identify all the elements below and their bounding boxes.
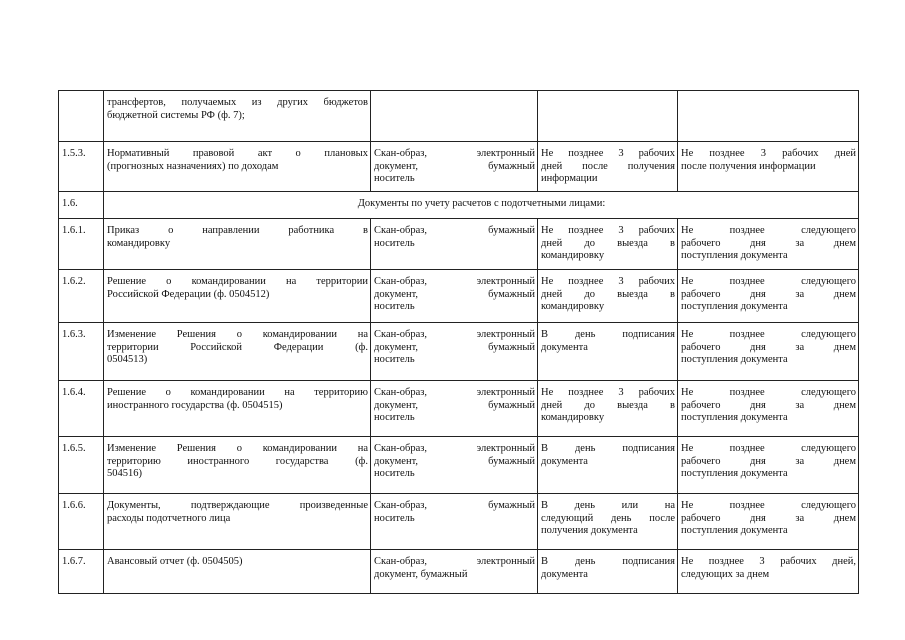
cell-text-line: документа xyxy=(541,568,588,580)
table-row xyxy=(59,219,859,270)
cell-text-line: Не позднее 3 рабочих xyxy=(541,387,675,398)
document-form-cell xyxy=(371,550,538,594)
submission-deadline-cell xyxy=(538,270,678,323)
cell-text-line: бюджетной системы РФ (ф. 7); xyxy=(107,109,245,121)
cell-text-line: Решение о командировании на территории xyxy=(107,276,368,287)
section-header-row xyxy=(59,192,859,219)
document-name-cell xyxy=(104,437,371,494)
document-name-cell xyxy=(104,381,371,437)
cell-text-line: В день подписания xyxy=(541,443,675,454)
cell-text-line: Не позднее 3 рабочих xyxy=(541,225,675,236)
cell-text-line: Изменение Решения о командировании на xyxy=(107,443,368,454)
acceptance-deadline-cell xyxy=(678,494,859,550)
row-number: 1.6.4. xyxy=(59,381,104,437)
cell-text-line: Решение о командировании на территорию xyxy=(107,387,368,398)
cell-text-line: Не позднее следующего xyxy=(681,443,856,454)
row-number: 1.6.6. xyxy=(59,494,104,550)
cell-text-line: получения документа xyxy=(541,525,638,536)
cell-text-line: поступления документа xyxy=(681,354,788,365)
document-name-cell xyxy=(104,91,371,142)
document-form-cell xyxy=(371,323,538,381)
cell-text-line: документ, бумажный xyxy=(374,160,535,172)
table-row xyxy=(59,142,859,192)
document-table xyxy=(58,90,859,594)
cell-text-line: Документы, подтверждающие произведенные xyxy=(107,500,368,511)
cell-text-line: В день подписания xyxy=(541,329,675,340)
cell-text-line: следующих за днем xyxy=(681,568,770,580)
cell-text-line: носитель xyxy=(374,468,415,479)
cell-text-line: Не позднее 3 рабочих xyxy=(541,276,675,287)
cell-text-line: Скан-образ, бумажный xyxy=(374,500,535,511)
cell-text-line: Скан-образ, электронный xyxy=(374,556,535,567)
acceptance-deadline-cell xyxy=(678,219,859,270)
cell-text-line: поступления документа xyxy=(681,412,788,423)
cell-text-line: после получения информации xyxy=(681,160,816,172)
row-number: 1.5.3. xyxy=(59,142,104,192)
cell-text-line: командировку xyxy=(541,412,605,423)
cell-text-line: Авансовый отчет (ф. 0504505) xyxy=(107,556,243,567)
cell-text-line: поступления документа xyxy=(681,301,788,312)
submission-deadline-cell xyxy=(538,219,678,270)
row-number: 1.6.7. xyxy=(59,550,104,594)
document-name-cell xyxy=(104,323,371,381)
document-form-cell xyxy=(371,91,538,142)
cell-text-line: Скан-образ, электронный xyxy=(374,387,535,398)
table-row-continuation xyxy=(59,91,859,142)
cell-text-line: документ, бумажный xyxy=(374,455,535,467)
cell-text-line: документа xyxy=(541,455,588,467)
row-number: 1.6.3. xyxy=(59,323,104,381)
cell-text-line: Скан-образ, электронный xyxy=(374,276,535,287)
acceptance-deadline-cell xyxy=(678,437,859,494)
cell-text-line: 0504513) xyxy=(107,354,148,365)
document-form-cell xyxy=(371,219,538,270)
cell-text-line: (прогнозных назначениях) по доходам xyxy=(107,160,279,172)
cell-text-line: Не позднее 3 рабочих xyxy=(541,148,675,159)
cell-text-line: поступления документа xyxy=(681,525,788,536)
cell-text-line: территорию иностранного государства (ф. xyxy=(107,455,368,467)
section-number: 1.6. xyxy=(59,192,104,219)
cell-text-line: Российской Федерации (ф. 0504512) xyxy=(107,288,270,300)
cell-text-line: Не позднее следующего xyxy=(681,387,856,398)
document-form-cell xyxy=(371,142,538,192)
cell-text-line: Приказ о направлении работника в xyxy=(107,225,368,236)
submission-deadline-cell xyxy=(538,142,678,192)
cell-text-line: иностранного государства (ф. 0504515) xyxy=(107,399,283,411)
table-row xyxy=(59,381,859,437)
cell-text-line: носитель xyxy=(374,512,415,524)
acceptance-deadline-cell xyxy=(678,550,859,594)
acceptance-deadline-cell xyxy=(678,91,859,142)
cell-text-line: рабочего дня за днем xyxy=(681,341,856,353)
cell-text-line: носитель xyxy=(374,173,415,184)
document-form-cell xyxy=(371,494,538,550)
cell-text-line: носитель xyxy=(374,412,415,423)
row-number xyxy=(59,91,104,142)
cell-text-line: расходы подотчетного лица xyxy=(107,512,231,524)
cell-text-line: рабочего дня за днем xyxy=(681,237,856,249)
section-title: Документы по учету расчетов с подотчетными лицами: xyxy=(104,192,859,219)
row-number: 1.6.2. xyxy=(59,270,104,323)
document-name-cell xyxy=(104,219,371,270)
cell-text-line: Не позднее 3 рабочих дней xyxy=(681,148,856,159)
submission-deadline-cell xyxy=(538,494,678,550)
document-name-cell xyxy=(104,550,371,594)
cell-text-line: В день или на xyxy=(541,500,675,511)
row-number: 1.6.5. xyxy=(59,437,104,494)
cell-text-line: Не позднее следующего xyxy=(681,329,856,340)
cell-text-line: рабочего дня за днем xyxy=(681,512,856,524)
cell-text-line: командировку xyxy=(107,237,171,249)
cell-text-line: документ, бумажный xyxy=(374,341,535,353)
submission-deadline-cell xyxy=(538,91,678,142)
cell-text-line: Не позднее следующего xyxy=(681,276,856,287)
table-row xyxy=(59,494,859,550)
cell-text-line: Нормативный правовой акт о плановых xyxy=(107,148,368,159)
submission-deadline-cell xyxy=(538,323,678,381)
cell-text-line: следующий день после xyxy=(541,512,675,524)
cell-text-line: Не позднее следующего xyxy=(681,225,856,236)
cell-text-line: рабочего дня за днем xyxy=(681,455,856,467)
submission-deadline-cell xyxy=(538,550,678,594)
cell-text-line: Скан-образ, электронный xyxy=(374,148,535,159)
cell-text-line: рабочего дня за днем xyxy=(681,399,856,411)
cell-text-line: Скан-образ, электронный xyxy=(374,443,535,454)
document-name-cell xyxy=(104,142,371,192)
cell-text-line: дней до выезда в xyxy=(541,288,675,300)
cell-text-line: Не позднее 3 рабочих дней, xyxy=(681,556,856,567)
cell-text-line: дней до выезда в xyxy=(541,399,675,411)
cell-text-line: В день подписания xyxy=(541,556,675,567)
cell-text-line: командировку xyxy=(541,250,605,261)
cell-text-line: трансфертов, получаемых из других бюджетов xyxy=(107,97,368,108)
table-row xyxy=(59,550,859,594)
cell-text-line: документ, бумажный xyxy=(374,568,468,580)
acceptance-deadline-cell xyxy=(678,323,859,381)
cell-text-line: территории Российской Федерации (ф. xyxy=(107,341,368,353)
document-form-cell xyxy=(371,270,538,323)
cell-text-line: Скан-образ, электронный xyxy=(374,329,535,340)
submission-deadline-cell xyxy=(538,381,678,437)
document-form-cell xyxy=(371,437,538,494)
cell-text-line: носитель xyxy=(374,237,415,249)
row-number: 1.6.1. xyxy=(59,219,104,270)
cell-text-line: 504516) xyxy=(107,468,142,479)
acceptance-deadline-cell xyxy=(678,381,859,437)
cell-text-line: документ, бумажный xyxy=(374,288,535,300)
cell-text-line: носитель xyxy=(374,301,415,312)
table-row xyxy=(59,323,859,381)
document-name-cell xyxy=(104,270,371,323)
cell-text-line: документ, бумажный xyxy=(374,399,535,411)
acceptance-deadline-cell xyxy=(678,142,859,192)
cell-text-line: поступления документа xyxy=(681,250,788,261)
cell-text-line: Не позднее следующего xyxy=(681,500,856,511)
cell-text-line: информации xyxy=(541,173,598,184)
acceptance-deadline-cell xyxy=(678,270,859,323)
cell-text-line: дней после получения xyxy=(541,160,675,172)
cell-text-line: Скан-образ, бумажный xyxy=(374,225,535,236)
table-row xyxy=(59,437,859,494)
cell-text-line: рабочего дня за днем xyxy=(681,288,856,300)
cell-text-line: командировку xyxy=(541,301,605,312)
cell-text-line: носитель xyxy=(374,354,415,365)
cell-text-line: дней до выезда в xyxy=(541,237,675,249)
cell-text-line: документа xyxy=(541,341,588,353)
document-form-cell xyxy=(371,381,538,437)
cell-text-line: Изменение Решения о командировании на xyxy=(107,329,368,340)
table-row xyxy=(59,270,859,323)
submission-deadline-cell xyxy=(538,437,678,494)
document-name-cell xyxy=(104,494,371,550)
cell-text-line: поступления документа xyxy=(681,468,788,479)
